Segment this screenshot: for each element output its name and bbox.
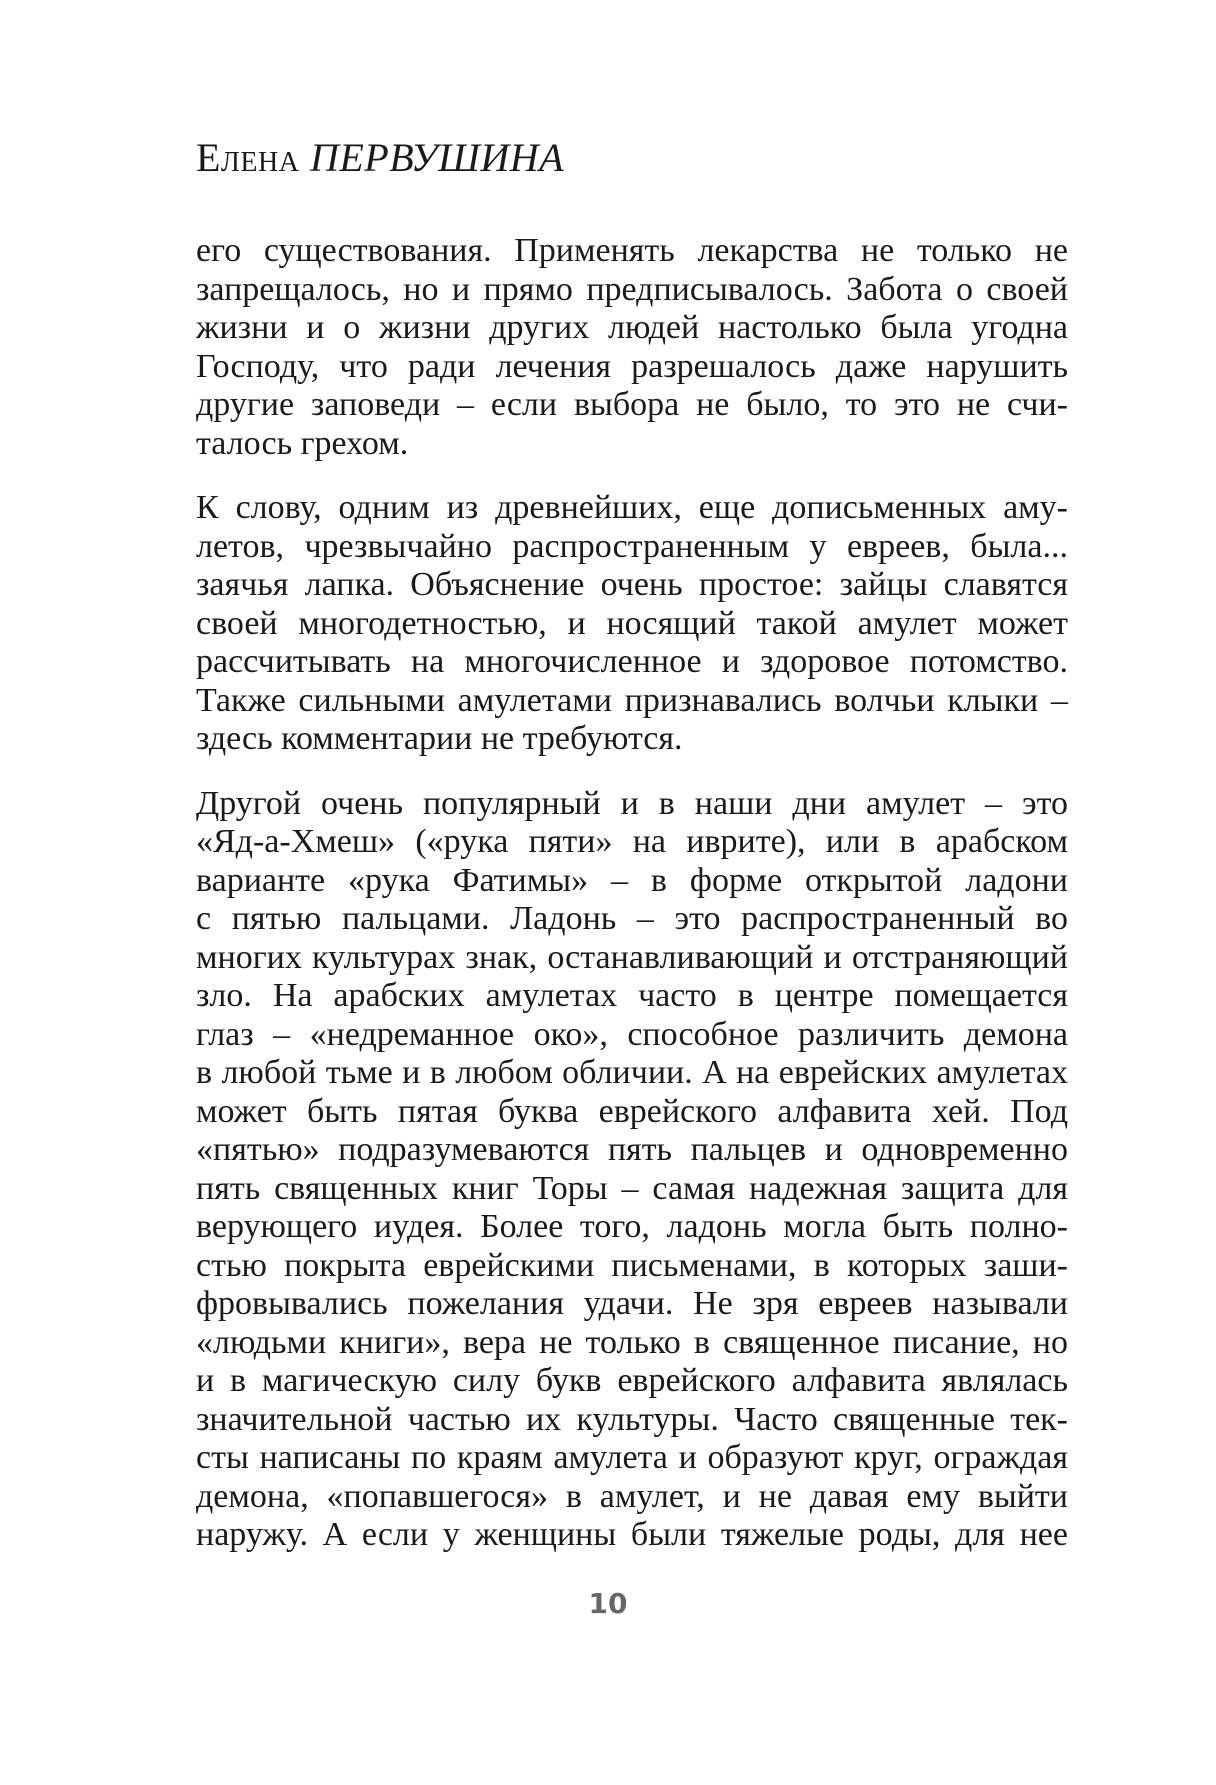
text-line: наружу. А если у женщины были тяжелые роды, для нее [196,1516,1068,1553]
text-line: летов, чрезвычайно распространенным у евреев, была... [196,527,1068,565]
text-line: рассчитывать на многочисленное и здоровое потомство. [196,643,1068,680]
text-line: заячья лапка. Объяснение очень простое: зайцы славятся [196,566,1068,603]
text-line: зло. На арабских амулетах часто в центре помещается [196,977,1068,1014]
text-line: и в магическую силу букв еврейского алфавита являлась [196,1362,1068,1399]
text-line: запрещалось, но и прямо предписывалось. Забота о своей [196,270,1068,308]
text-line: демона, «попавшегося» в амулет, и не давая ему выйти [196,1477,1068,1515]
running-header [196,134,564,182]
text-line: верующего иудея. Более того, ладонь могла быть полно- [196,1208,1068,1245]
text-line: значительной частью их культуры. Часто священные тек- [196,1400,1068,1438]
text-line: стью покрыта еврейскими письменами, в которых заши- [196,1246,1068,1284]
text-line: фровывались пожелания удачи. Не зря евреев называли [196,1285,1068,1322]
text-line: может быть пятая буква еврейского алфавита хей. Под [196,1092,1068,1130]
text-line: своей многодетностью, и носящий такой амулет может [196,604,1068,642]
text-line: жизни и о жизни других людей настолько была угодна [196,309,1068,346]
paragraph [196,232,1068,463]
author-first-name: Елена [196,135,300,180]
text-line: «Яд-а-Хмеш» («рука пяти» на иврите), или в арабском [196,823,1068,860]
text-line: пять священных книг Торы – самая надежная защита для [196,1169,1068,1207]
text-line: «людьми книги», вера не только в священное писание, но [196,1323,1068,1361]
text-line: Другой очень популярный и в наши дни амулет – это [196,784,1068,822]
text-line: Также сильными амулетами признавались волчьи клыки – [196,681,1068,719]
text-line: в любой тьме и в любом обличии. А на еврейских амулетах [196,1054,1068,1091]
text-line: К слову, одним из древнейших, еще дописьменных аму- [196,489,1068,526]
text-line: многих культурах знак, останавливающий и отстраняющий [196,938,1068,976]
text-line: глаз – «недреманное око», способное различить демона [196,1015,1068,1053]
text-line: талось грехом. [196,424,409,462]
page-number: 10 [588,1587,628,1620]
text-line: с пятью пальцами. Ладонь – это распространенный во [196,900,1068,937]
text-line: его существования. Применять лекарства не только не [196,232,1068,269]
body-text [196,232,1068,1555]
text-line: Господу, что ради лечения разрешалось даже нарушить [196,347,1068,385]
author-last-name: ПЕРВУШИНА [309,135,565,180]
text-line: другие заповеди – если выбора не было, то это не счи- [196,386,1068,423]
text-line: «пятью» подразумеваются пять пальцев и одновременно [196,1131,1068,1168]
paragraph [196,489,1068,759]
text-line: здесь комментарии не требуются. [196,720,683,757]
text-line: сты написаны по краям амулета и образуют круг, ограждая [196,1439,1068,1476]
text-line: варианте «рука Фатимы» – в форме открытой ладони [196,861,1068,899]
paragraph [196,785,1068,1555]
